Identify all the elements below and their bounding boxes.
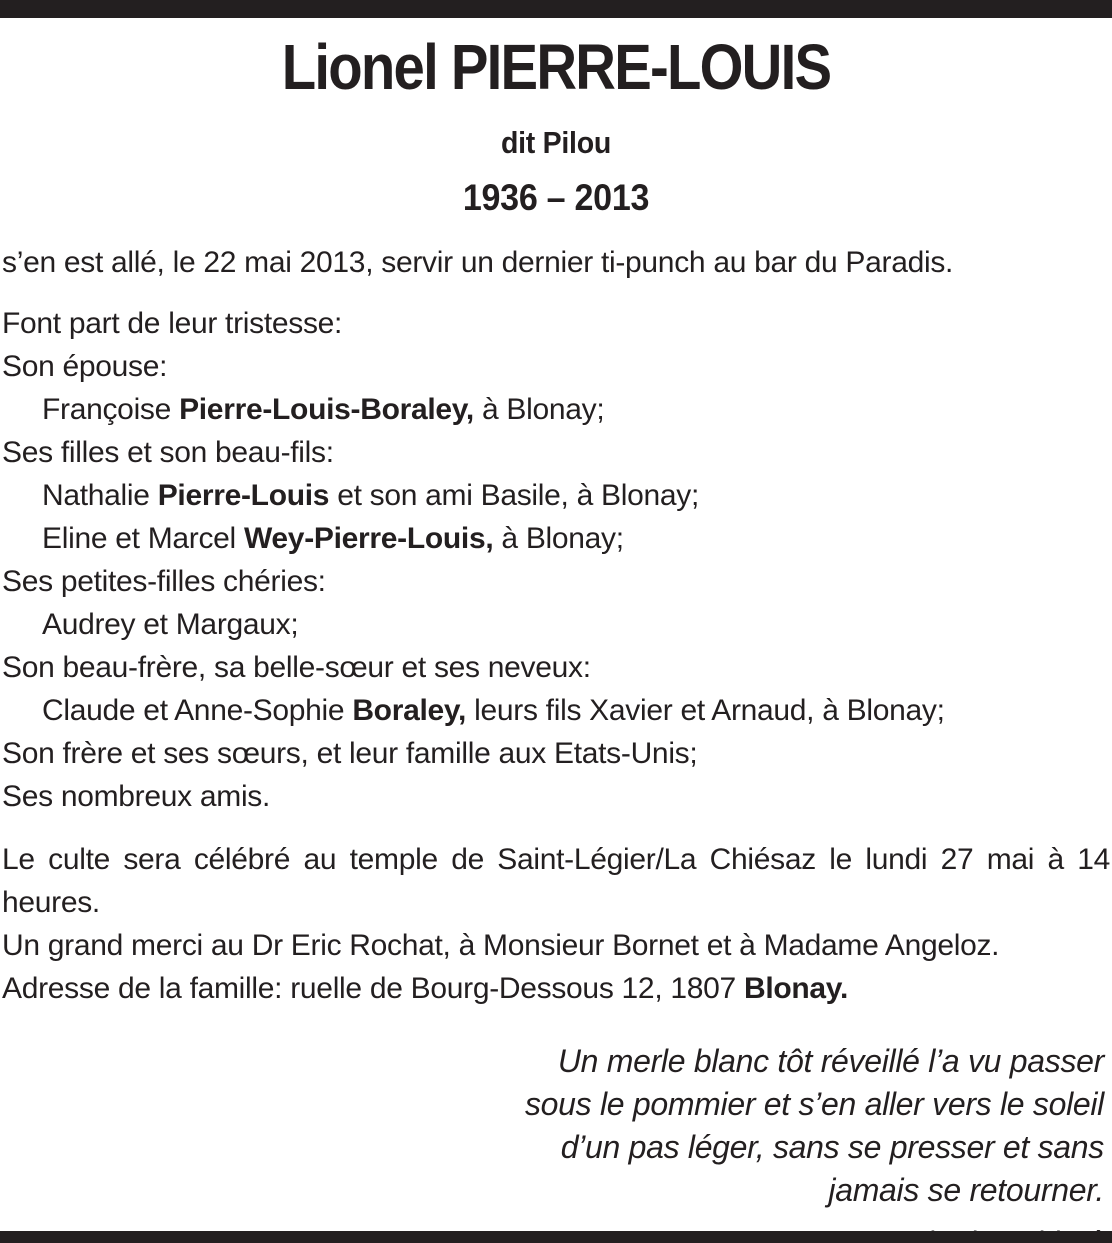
family-line xyxy=(2,302,1110,345)
life-years: 1936 – 2013 xyxy=(462,177,650,219)
bottom-border-rule xyxy=(0,1231,1112,1243)
text-segment: Ses petites-filles chéries: xyxy=(2,565,326,599)
intro-line: s’en est allé, le 22 mai 2013, servir un dernier ti-punch au bar du Paradis. xyxy=(2,246,954,280)
family-name-bold: Pierre-Louis-Boraley, xyxy=(179,393,474,427)
family-name-bold: Boraley, xyxy=(352,694,467,728)
family-list xyxy=(2,302,1110,818)
text-segment: Adresse de la famille: ruelle de Bourg-Dessous 12, 1807 xyxy=(2,972,744,1006)
family-line xyxy=(2,474,1110,517)
family-line xyxy=(2,431,1110,474)
text-segment: à Blonay; xyxy=(473,393,605,427)
text-segment: leurs fils Xavier et Arnaud, à Blonay; xyxy=(466,694,945,728)
deceased-nickname: dit Pilou xyxy=(501,125,611,161)
text-segment: Ses nombreux amis. xyxy=(2,780,271,814)
memorial-quote xyxy=(0,1040,1104,1212)
text-segment: Son beau-frère, sa belle-sœur et ses neveux: xyxy=(2,651,591,685)
family-line xyxy=(2,560,1110,603)
text-segment: Eline et Marcel xyxy=(42,522,244,556)
thanks-line: Un grand merci au Dr Eric Rochat, à Monsieur Bornet et à Madame Angeloz. xyxy=(2,929,1000,963)
family-line xyxy=(2,689,1110,732)
quote-line: Un merle blanc tôt réveillé l’a vu passer xyxy=(557,1043,1104,1080)
quote-line: sous le pommier et s’en aller vers le soleil xyxy=(524,1086,1104,1123)
text-segment: à Blonay; xyxy=(493,522,624,556)
text-segment: Audrey et Margaux; xyxy=(42,608,299,642)
family-name-bold: Blonay. xyxy=(743,972,848,1006)
family-address xyxy=(2,967,1110,1010)
family-line xyxy=(2,646,1110,689)
family-line xyxy=(2,603,1110,646)
ceremony-info: Le culte sera célébré au temple de Saint-Légier/La Chiésaz le lundi 27 mai à 14 heures. xyxy=(2,843,1110,920)
text-segment: Font part de leur tristesse: xyxy=(2,307,343,341)
deceased-name: Lionel PIERRE-LOUIS xyxy=(281,31,831,103)
family-name-bold: Wey-Pierre-Louis, xyxy=(243,522,494,556)
text-segment: Son épouse: xyxy=(2,350,168,384)
quote-line: d’un pas léger, sans se presser et sans xyxy=(560,1129,1104,1166)
text-segment: Son frère et ses sœurs, et leur famille aux Etats-Unis; xyxy=(2,737,698,771)
quote-line: jamais se retourner. xyxy=(828,1172,1104,1209)
top-border-rule xyxy=(0,0,1112,18)
text-segment: Nathalie xyxy=(42,479,158,513)
notice-header xyxy=(0,31,1112,219)
family-line xyxy=(2,517,1110,560)
family-line xyxy=(2,775,1110,818)
text-segment: et son ami Basile, à Blonay; xyxy=(329,479,700,513)
text-segment: Claude et Anne-Sophie xyxy=(42,694,353,728)
text-segment: Françoise xyxy=(42,393,180,427)
family-line xyxy=(2,732,1110,775)
text-segment: Ses filles et son beau-fils: xyxy=(2,436,334,470)
family-line xyxy=(2,345,1110,388)
family-name-bold: Pierre-Louis xyxy=(157,479,330,513)
family-line xyxy=(2,388,1110,431)
